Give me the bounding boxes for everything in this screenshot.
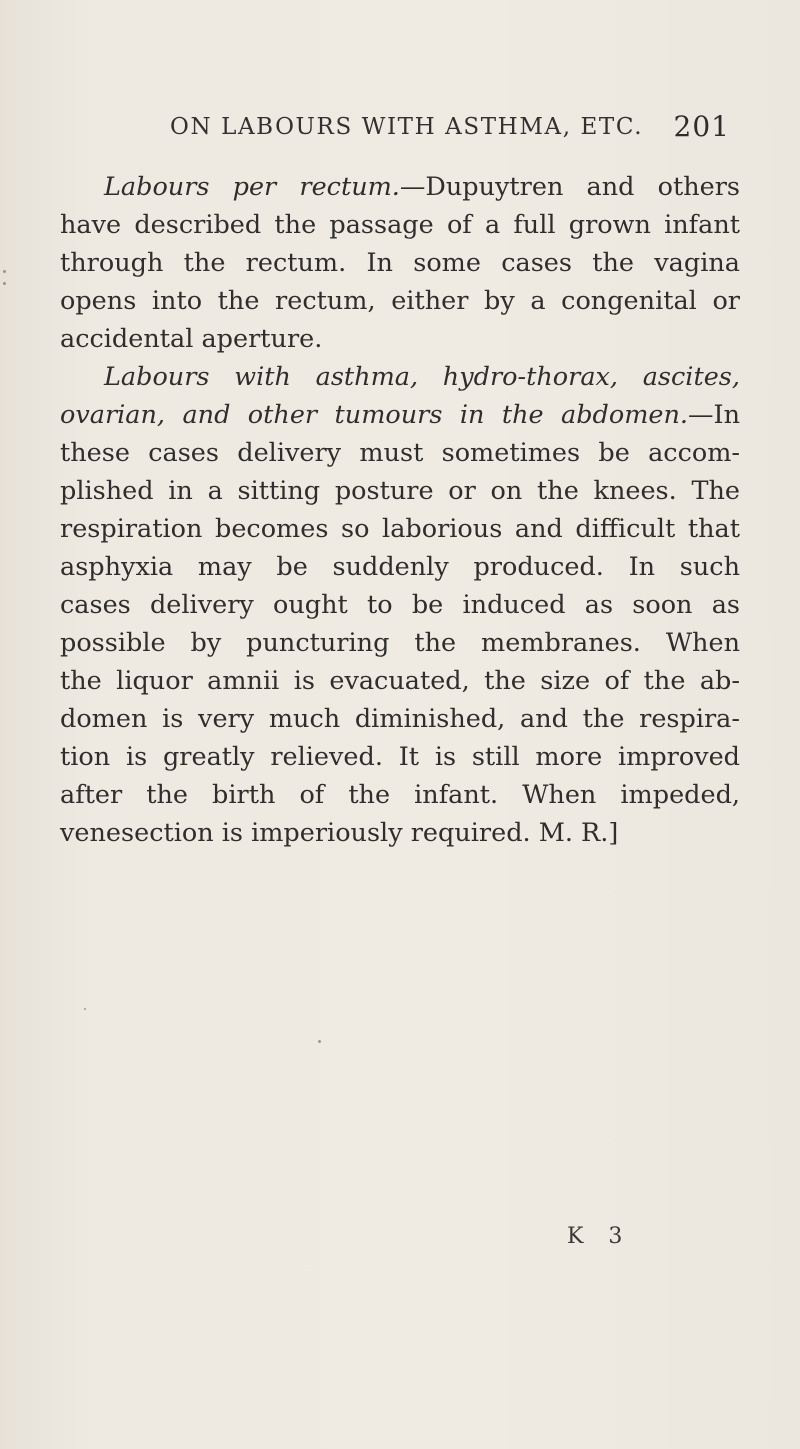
text-line: opens into the rectum, either by a congenital or [60, 286, 740, 316]
text-line: plished in a sitting posture or on the knees. The [60, 476, 740, 506]
text-line-rest: —Dupuytren and others [399, 172, 740, 202]
text-line: respiration becomes so laborious and difficult that [60, 514, 740, 544]
signature-mark: K 3 [567, 1224, 632, 1249]
body-text [60, 168, 740, 852]
text-line: venesection is imperiously required. M. R.] [60, 818, 619, 848]
section-heading-italic: Labours per rectum. [104, 172, 400, 202]
text-line: asphyxia may be suddenly produced. In such [60, 552, 740, 582]
text-line-rest: —In [688, 400, 740, 430]
text-line: possible by puncturing the membranes. When [60, 628, 740, 658]
text-line: domen is very much diminished, and the respira- [60, 704, 740, 734]
section-heading-italic: Labours with asthma, hydro-thorax, ascites, [104, 362, 740, 392]
section-heading-italic: ovarian, and other tumours in the abdomen. [60, 400, 688, 430]
paper-speck [84, 1008, 86, 1010]
text-line [60, 168, 740, 206]
text-line: these cases delivery must sometimes be accom- [60, 438, 740, 468]
running-title: ON LABOURS WITH ASTHMA, ETC. [170, 114, 644, 140]
text-line: tion is greatly relieved. It is still more improved [60, 742, 740, 772]
paper-speck [318, 1040, 321, 1043]
paper-speck [3, 282, 6, 285]
text-line: after the birth of the infant. When impeded, [60, 780, 740, 810]
text-line: through the rectum. In some cases the vagina [60, 248, 740, 278]
text-line: have described the passage of a full grown infant [60, 210, 740, 240]
running-head [170, 110, 730, 150]
text-line [60, 396, 740, 434]
text-line: cases delivery ought to be induced as soon as [60, 590, 740, 620]
text-line: the liquor amnii is evacuated, the size of the ab- [60, 666, 740, 696]
page-number: 201 [673, 110, 730, 143]
text-line [60, 358, 740, 396]
paper-speck [3, 270, 6, 273]
text-line: accidental aperture. [60, 324, 323, 354]
